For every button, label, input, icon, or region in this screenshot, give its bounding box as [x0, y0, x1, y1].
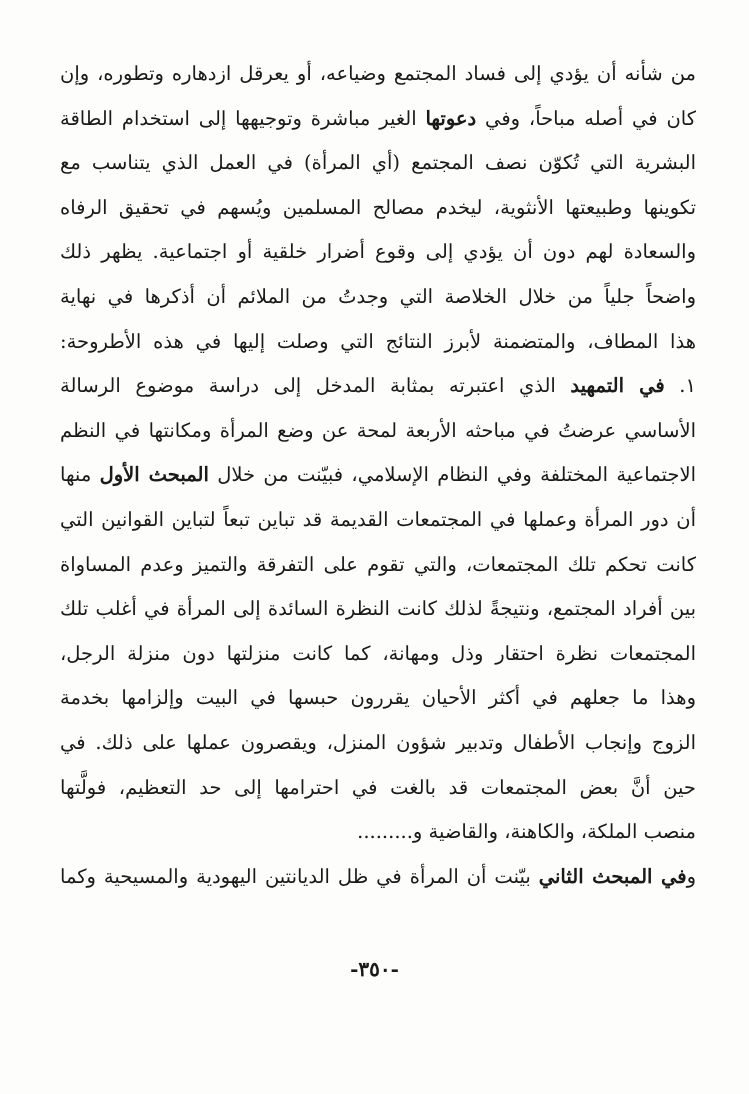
body-text	[60, 52, 696, 899]
text-line: الاجتماعية المختلفة وفي النظام الإسلامي، فبيّنت من خلال المبحث الأول منها	[60, 463, 696, 487]
page-number: -٣٥٠-	[350, 957, 399, 981]
text-line: وهذا ما جعلهم في أكثر الأحيان يقررون حبسها في البيت وإلزامها بخدمة	[60, 686, 696, 710]
text-line: واضحاً جلياً من خلال الخلاصة التي وجدتُ من الملائم أن أذكرها في نهاية	[60, 284, 696, 308]
text-line: كانت تحكم تلك المجتمعات، والتي تقوم على التفرقة والتميز وعدم المساواة	[60, 552, 696, 576]
text-line: هذا المطاف، والمتضمنة لأبرز النتائج التي وصلت إليها في هذه الأطروحة:	[60, 329, 696, 353]
text-line: البشرية التي تُكوّن نصف المجتمع (أي المرأة) في العمل الذي يتناسب مع	[60, 151, 696, 175]
text-line: ١. في التمهيد الذي اعتبرته بمثابة المدخل إلى دراسة موضوع الرسالة	[60, 374, 696, 398]
bold-term: في المبحث الثاني	[538, 864, 687, 888]
text-line: الزوج وإنجاب الأطفال وتدبير شؤون المنزل، ويقصرون عملها على ذلك. في	[60, 730, 696, 754]
text-line: تكوينها وطبيعتها الأنثوية، ليخدم مصالح المسلمين ويُسهم في تحقيق الرفاه	[60, 195, 696, 219]
text-line: أن دور المرأة وعملها في المجتمعات القديمة قد تباين تبعاً لتباين القوانين التي	[60, 507, 696, 531]
bold-term: دعوتها	[425, 106, 477, 130]
text-line: والسعادة لهم دون أن يؤدي إلى وقوع أضرار خلقية أو اجتماعية. يظهر ذلك	[60, 240, 696, 264]
text-line: المجتمعات نظرة احتقار وذل ومهانة، كما كانت منزلتها دون منزلة الرجل،	[60, 641, 696, 665]
text-line: الأساسي عرضتُ في مباحثه الأربعة لمحة عن وضع المرأة ومكانتها في النظم	[60, 418, 696, 442]
text-line: من شأنه أن يؤدي إلى فساد المجتمع وضياعه، أو يعرقل ازدهاره وتطوره، وإن	[60, 62, 696, 85]
text-line: كان في أصله مباحاً، وفي دعوتها الغير مباشرة وتوجيهها إلى استخدام الطاقة	[60, 106, 696, 130]
text-line: منصب الملكة، والكاهنة، والقاضية و.........	[357, 820, 696, 844]
text-line: حين أنَّ بعض المجتمعات قد بالغت في احترامها إلى حد التعظيم، فولَّتها	[60, 775, 696, 799]
bold-term: المبحث الأول	[99, 463, 209, 487]
text-line: بين أفراد المجتمع، ونتيجةً لذلك كانت النظرة السائدة إلى المرأة في أغلب تلك	[60, 597, 696, 621]
text-line: وفي المبحث الثاني بيّنت أن المرأة في ظل الديانتين اليهودية والمسيحية وكما	[60, 864, 696, 888]
bold-term: في التمهيد	[570, 374, 665, 398]
